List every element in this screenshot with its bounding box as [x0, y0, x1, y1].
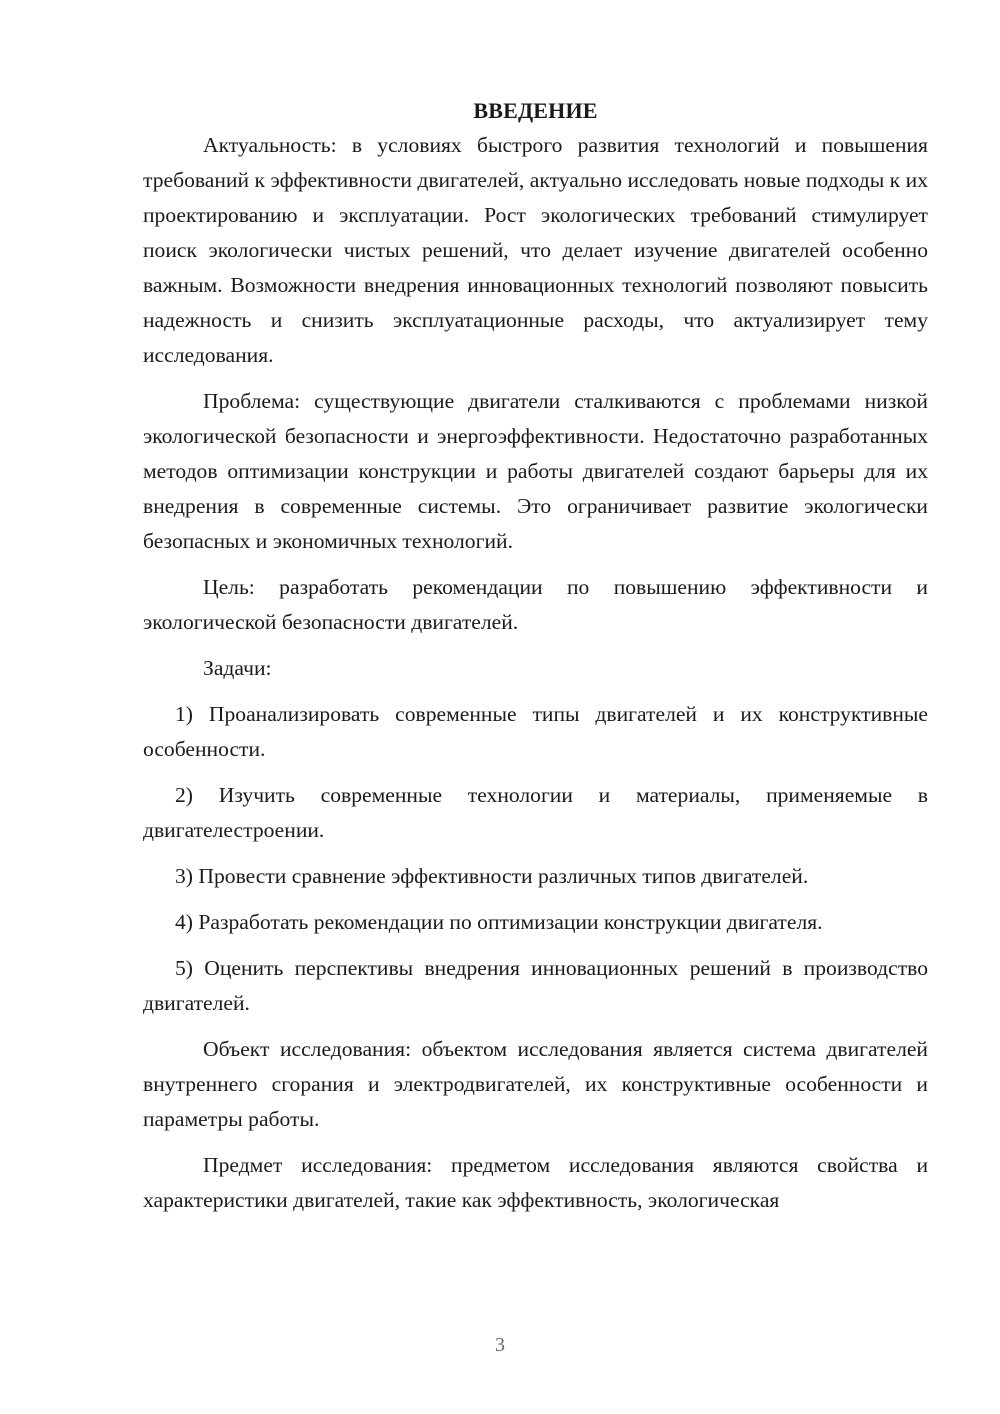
paragraph-goal: Цель: разработать рекомендации по повышению эффективности и экологической безопасности двигателей.	[143, 575, 928, 634]
tasks-heading: Задачи:	[203, 656, 272, 680]
task-item-3: 3) Провести сравнение эффективности различных типов двигателей.	[175, 864, 809, 888]
task-item-4: 4) Разработать рекомендации по оптимизации конструкции двигателя.	[175, 910, 823, 934]
paragraph-relevance: Актуальность: в условиях быстрого развития технологий и повышения требований к эффективности двигателей, актуально исследовать новые подходы к их проектированию и эксплуатации. Рост экологических требований стимулирует поиск экологически чистых решений, что делает изучение двигателей особенно важным. Возможности внедрения инновационных технологий позволяют повысить надежность и снизить эксплуатационные расходы, что актуализирует тему исследования.	[143, 133, 928, 367]
document-page	[143, 93, 928, 1218]
task-item-1: 1) Проанализировать современные типы двигателей и их конструктивные особенности.	[143, 702, 928, 761]
paragraph-object: Объект исследования: объектом исследования является система двигателей внутреннего сгорания и электродвигателей, их конструктивные особенности и параметры работы.	[143, 1037, 928, 1131]
task-item-2: 2) Изучить современные технологии и материалы, применяемые в двигателестроении.	[143, 783, 928, 842]
task-item-5: 5) Оценить перспективы внедрения инновационных решений в производство двигателей.	[143, 956, 928, 1015]
paragraph-subject: Предмет исследования: предметом исследования являются свойства и характеристики двигателей, такие как эффективность, экологическая	[143, 1153, 928, 1212]
section-title: ВВЕДЕНИЕ	[473, 98, 598, 123]
paragraph-problem: Проблема: существующие двигатели сталкиваются с проблемами низкой экологической безопасности и энергоэффективности. Недостаточно разработанных методов оптимизации конструкции и работы двигателей создают барьеры для их внедрения в современные системы. Это ограничивает развитие экологически безопасных и экономичных технологий.	[143, 389, 928, 553]
page-number: 3	[495, 1334, 505, 1356]
